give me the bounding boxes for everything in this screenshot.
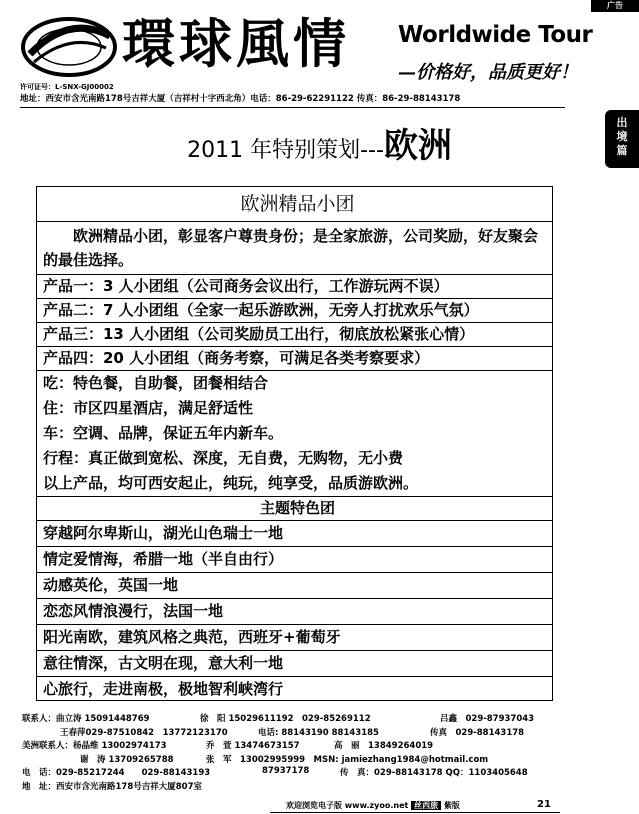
feature-row: 行程：真正做到宽松、深度，无自费，无购物，无小费 — [43, 449, 404, 467]
feature-row: 以上产品，均可西安起止，纯玩，纯享受，品质游欧洲。 — [37, 471, 552, 497]
footer-tag: 丝西旅 — [411, 801, 441, 810]
product-row: 产品三：13 人小团组（公司奖励员工出行，彻底放松紧张心情） — [37, 323, 552, 347]
contact-item: 美洲联系人：杨晶维 13002974173 — [22, 741, 167, 751]
product-row: 产品一：3 人小团组（公司商务会议出行，工作游玩两不误） — [37, 275, 552, 299]
brand-name-cn: 環球風情 — [122, 14, 350, 75]
contact-line — [22, 712, 582, 726]
theme-row: 动感英伦，英国一地 — [37, 573, 552, 599]
footer-text: 欢迎浏览电子版 www.zyoo.net — [286, 801, 409, 810]
contact-line — [22, 766, 582, 780]
contact-item: 王春萍029-87510842 13772123170 — [60, 727, 228, 738]
contact-item: 传 真：029-88143178 QQ：1103405648 — [340, 768, 528, 778]
product-row: 产品二：7 人小团组（全家一起乐游欧洲，无旁人打扰欢乐气氛） — [37, 299, 552, 323]
theme-row: 恋恋风情浪漫行，法国一地 — [37, 599, 552, 625]
contact-item: 高 丽 13849264019 — [334, 741, 434, 751]
side-tab-char: 篇 — [616, 144, 628, 157]
contact-item: 吕鑫 029-87937043 — [440, 714, 535, 724]
contact-item: 电话: 88143190 88143185 — [258, 727, 379, 738]
intro-text: 欧洲精品小团，彰显客户尊贵身份；是全家旅游，公司奖励，好友聚会的最佳选择。 — [37, 222, 552, 275]
feature-row: 吃：特色餐，自助餐，团餐相结合 — [43, 374, 269, 392]
side-tab-char: 境 — [616, 130, 628, 143]
contact-item: 谢 涛 13709265788 — [80, 754, 174, 765]
contact-item: 传真 029-88143178 — [430, 727, 525, 738]
contact-line — [22, 739, 582, 753]
feature-row: 车：空调、品牌，保证五年内新车。 — [43, 424, 284, 442]
product-row: 产品四：20 人小团组（商务考察，可满足各类考察要求） — [37, 347, 552, 371]
theme-row: 阳光南欧，建筑风格之典范，西班牙+葡萄牙 — [37, 625, 552, 651]
contact-item: 87937178 — [262, 766, 310, 776]
table-title: 欧洲精品小团 — [37, 187, 552, 222]
address-bar: 地址：西安市含光南路178号吉祥大厦（吉祥村十字西北角）电话：86-29-62291122 传真：86-29-88143178 — [20, 92, 565, 108]
tour-info-table — [36, 186, 553, 701]
brand-slogan: —价格好，品质更好！ — [398, 62, 578, 83]
theme-row: 情定爱情海，希腊一地（半自由行） — [37, 547, 552, 573]
theme-row: 穿越阿尔卑斯山，湖光山色瑞士一地 — [37, 521, 552, 547]
contact-line — [22, 753, 582, 767]
contact-line — [22, 780, 582, 794]
side-tab-char: 出 — [616, 116, 628, 129]
ad-tag: 广告 — [591, 0, 639, 12]
feature-row: 住：市区四星酒店，满足舒适性 — [43, 399, 254, 417]
contact-item: 乔 萱 13474673157 — [206, 741, 300, 751]
footer — [286, 800, 460, 811]
page-title — [0, 118, 639, 167]
theme-row: 意往情深，古文明在现，意大利一地 — [37, 651, 552, 677]
footer-divider — [270, 812, 560, 813]
contact-item: 张 军 13002995999 MSN: jamiezhang1984@hotmail.com — [206, 754, 489, 765]
contact-item: 电 话：029-85217244 029-88143193 — [22, 768, 211, 778]
theme-row: 心旅行，走进南极，极地智利峡湾行 — [43, 680, 284, 698]
globe-logo-icon — [20, 14, 118, 80]
theme-section-title: 主题特色团 — [37, 497, 552, 521]
page-title-prefix: 2011 年特别策划--- — [187, 138, 384, 163]
contact-item: 徐 阳 15029611192 029-85269112 — [200, 714, 371, 724]
contact-info — [22, 712, 582, 793]
contact-item: 联系人：曲立涛 15091448769 — [22, 714, 150, 724]
brand-name-en: Worldwide Tour — [398, 22, 593, 48]
footer-edition: 紫版 — [443, 801, 460, 810]
page-title-highlight: 欧洲 — [383, 126, 452, 166]
page-number: 21 — [537, 799, 551, 810]
contact-line — [22, 726, 582, 740]
license-number: 许可证号：L-SNX-GJ00002 — [20, 83, 114, 91]
contact-item: 地 址：西安市含光南路178号吉祥大厦807室 — [22, 781, 202, 792]
